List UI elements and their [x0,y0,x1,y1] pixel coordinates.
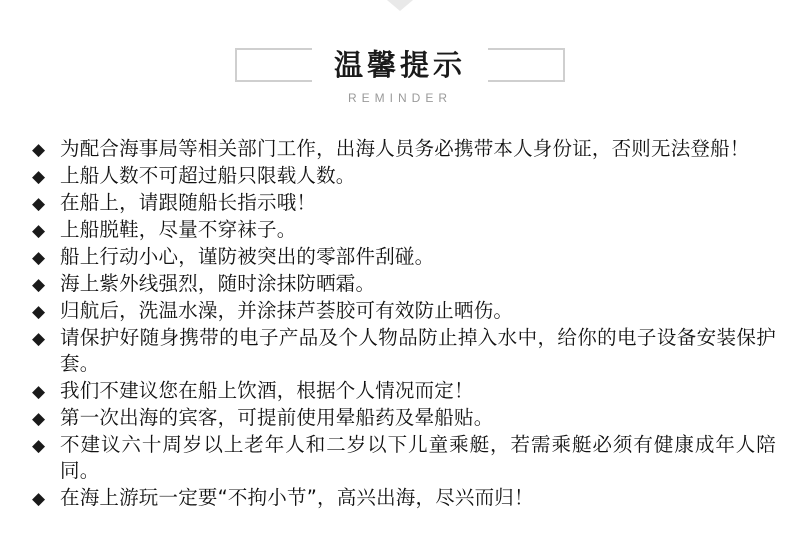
page-subtitle: REMINDER [347,91,452,105]
list-item [32,378,776,404]
list-item [32,136,776,162]
list-item-text: 上船脱鞋，尽量不穿袜子。 [60,218,297,241]
list-item [32,244,776,270]
list-item-text: 归航后，洗温水澡，并涂抹芦荟胶可有效防止晒伤。 [60,299,514,322]
diamond-bullet-icon: ◆ [32,221,46,241]
diamond-bullet-icon: ◆ [32,436,46,456]
page-title: 温馨提示 [312,42,488,88]
diamond-bullet-icon: ◆ [32,329,46,349]
list-item [32,405,776,431]
top-triangle-decoration [387,0,413,11]
list-item-text: 为配合海事局等相关部门工作，出海人员务必携带本人身份证，否则无法登船！ [60,137,750,160]
list-item [32,485,776,511]
list-item-text: 在船上，请跟随船长指示哦！ [60,191,317,214]
list-item [32,217,776,243]
list-item [32,190,776,216]
list-item-text: 我们不建议您在船上饮酒，根据个人情况而定！ [60,379,474,402]
diamond-bullet-icon: ◆ [32,382,46,402]
page-header [0,42,800,105]
diamond-bullet-icon: ◆ [32,409,46,429]
list-item-text: 请保护好随身携带的电子产品及个人物品防止掉入水中，给你的电子设备安装保护套。 [60,326,776,375]
list-item [32,298,776,324]
diamond-bullet-icon: ◆ [32,248,46,268]
list-item [32,271,776,297]
diamond-bullet-icon: ◆ [32,489,46,509]
list-item-text: 不建议六十周岁以上老年人和二岁以下儿童乘艇，若需乘艇必须有健康成年人陪同。 [60,433,776,482]
reminder-list [32,136,776,512]
diamond-bullet-icon: ◆ [32,275,46,295]
list-item [32,163,776,189]
list-item-text: 上船人数不可超过船只限载人数。 [60,164,356,187]
title-row [312,42,488,88]
list-item [32,325,776,377]
diamond-bullet-icon: ◆ [32,167,46,187]
list-item-text: 在海上游玩一定要“不拘小节”，高兴出海，尽兴而归！ [60,486,534,509]
diamond-bullet-icon: ◆ [32,140,46,160]
list-item [32,432,776,484]
list-item-text: 船上行动小心，谨防被突出的零部件刮碰。 [60,245,435,268]
diamond-bullet-icon: ◆ [32,194,46,214]
list-item-text: 海上紫外线强烈，随时涂抹防晒霜。 [60,272,376,295]
diamond-bullet-icon: ◆ [32,302,46,322]
list-item-text: 第一次出海的宾客，可提前使用晕船药及晕船贴。 [60,406,494,429]
